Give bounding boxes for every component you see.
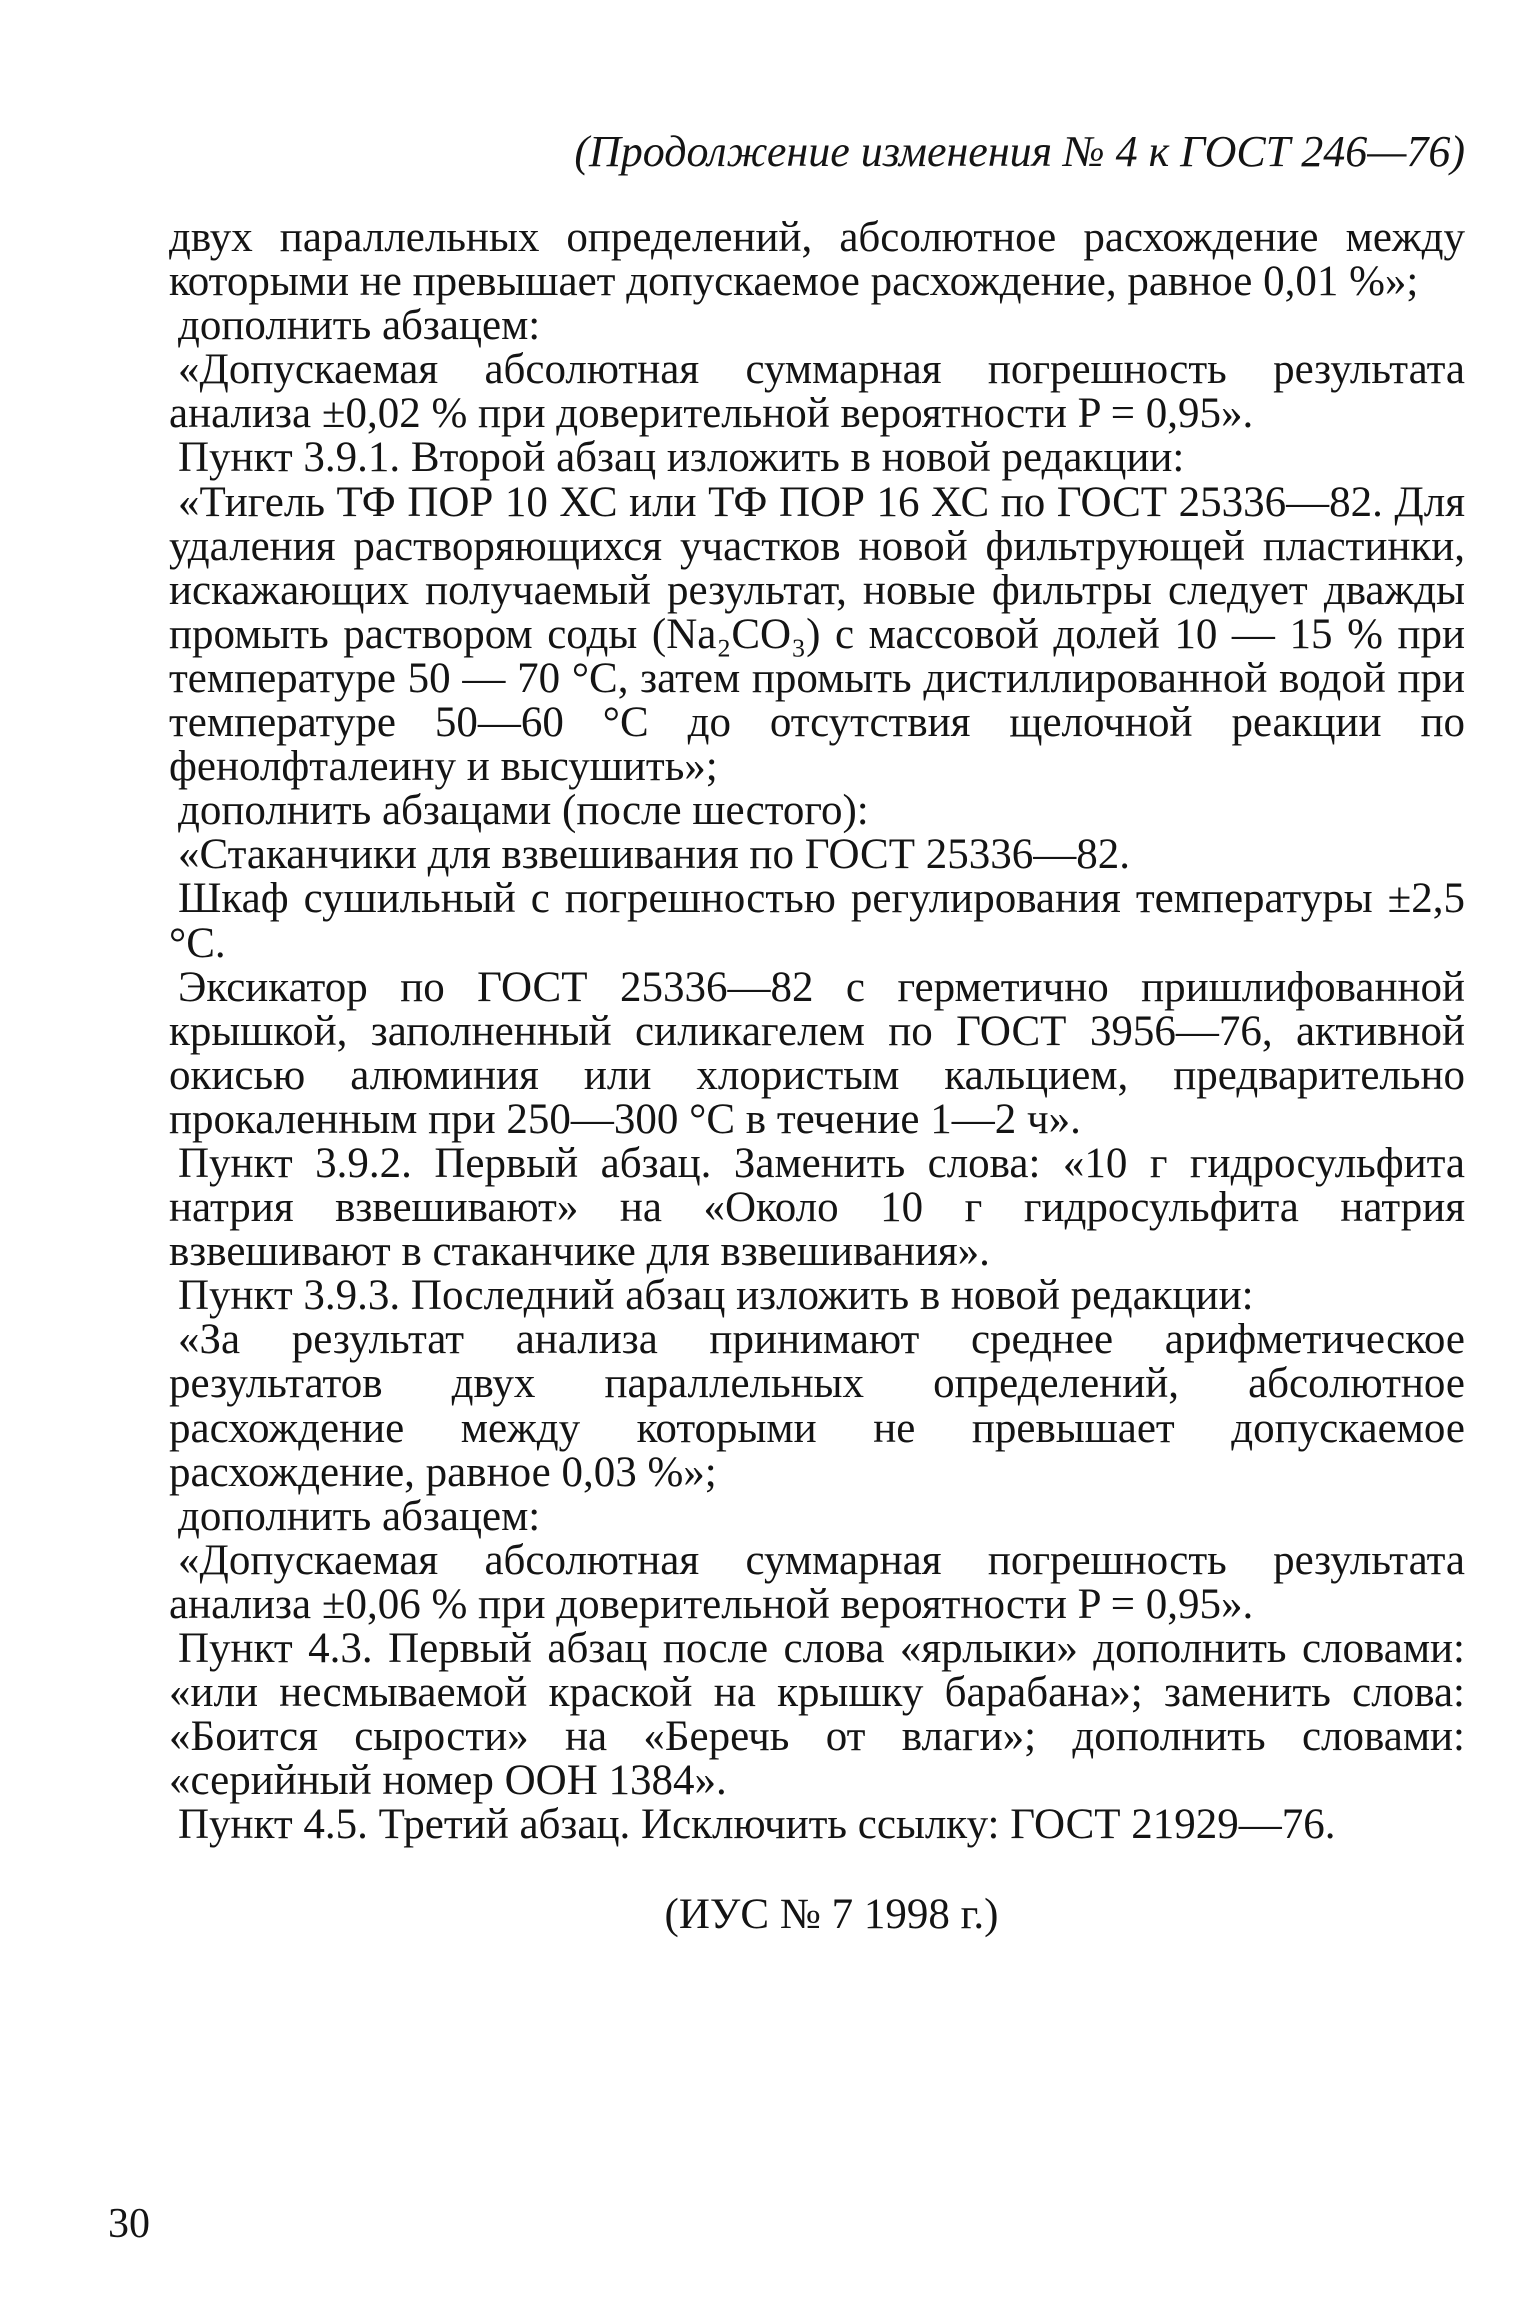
paragraph-item-4-5: Пункт 4.5. Третий абзац. Исключить ссылку: ГОСТ 21929—76. bbox=[178, 1801, 1336, 1849]
paragraph-quote: «Допускаемая абсолютная суммарная погрешность результата анализа ±0,02 % при доверительной вероятности P = 0,95». bbox=[169, 346, 1465, 438]
paragraph-quote: Эксикатор по ГОСТ 25336—82 с герметично пришлифованной крышкой, заполненный силикагелем по ГОСТ 3956—76, активной окисью алюминия или хлористым кальцием, предварительно прокаленным при 250—300 °С в течение 1—2 ч». bbox=[169, 963, 1465, 1143]
paragraph-continuation: двух параллельных определений, абсолютное расхождение между которыми не превышает допускаемое расхождение, равное 0,01 %»; bbox=[169, 214, 1465, 306]
page-number: 30 bbox=[108, 2201, 150, 2247]
paragraph-item-4-3: Пункт 4.3. Первый абзац после слова «ярлыки» дополнить словами: «или несмываемой краской на крышку барабана»; заменить слова: «Боится сырости» на «Беречь от влаги»; дополнить словами: «серийный номер ООН 1384». bbox=[169, 1625, 1465, 1805]
paragraph-quote: «Допускаемая абсолютная суммарная погрешность результата анализа ±0,06 % при доверительной вероятности P = 0,95». bbox=[169, 1536, 1465, 1628]
paragraph-item-3-9-1: Пункт 3.9.1. Второй абзац изложить в новой редакции: bbox=[178, 434, 1185, 482]
paragraph-item-3-9-2: Пункт 3.9.2. Первый абзац. Заменить слова: «10 г гидросульфита натрия взвешивают» на «Около 10 г гидросульфита натрия взвешивают в стаканчике для взвешивания». bbox=[169, 1139, 1465, 1276]
running-header: (Продолжение изменения № 4 к ГОСТ 246—76) bbox=[574, 127, 1465, 176]
paragraph-instruction: дополнить абзацами (после шестого): bbox=[178, 787, 869, 835]
paragraph-quote: «За результат анализа принимают среднее арифметическое результатов двух параллельных определений, абсолютное расхождение между которыми не превышает допускаемое расхождение, равное 0,03 %»; bbox=[169, 1316, 1465, 1496]
paragraph-quote: «Стаканчики для взвешивания по ГОСТ 25336—82. bbox=[178, 831, 1131, 879]
paragraph-item-3-9-3: Пункт 3.9.3. Последний абзац изложить в новой редакции: bbox=[178, 1272, 1254, 1320]
paragraph-quote: «Тигель ТФ ПОР 10 ХС или ТФ ПОР 16 ХС по ГОСТ 25336—82. Для удаления растворяющихся участков новой фильтрующей пластинки, искажающих получаемый результат, новые фильтры следует дважды промыть раствором соды (Na₂CO₃) с массовой долей 10 — 15 % при температуре 50 — 70 °С, затем промыть дистиллированной водой при температуре 50—60 °С до отсутствия щелочной реакции по фенолфталеину и высушить»; bbox=[169, 478, 1465, 791]
paragraph-quote: Шкаф сушильный с погрешностью регулирования температуры ±2,5 °С. bbox=[169, 875, 1465, 967]
paragraph-instruction: дополнить абзацем: bbox=[178, 1492, 541, 1540]
body-text bbox=[169, 216, 1465, 1847]
source-reference: (ИУС № 7 1998 г.) bbox=[664, 1891, 999, 1938]
paragraph-instruction: дополнить абзацем: bbox=[178, 302, 541, 350]
